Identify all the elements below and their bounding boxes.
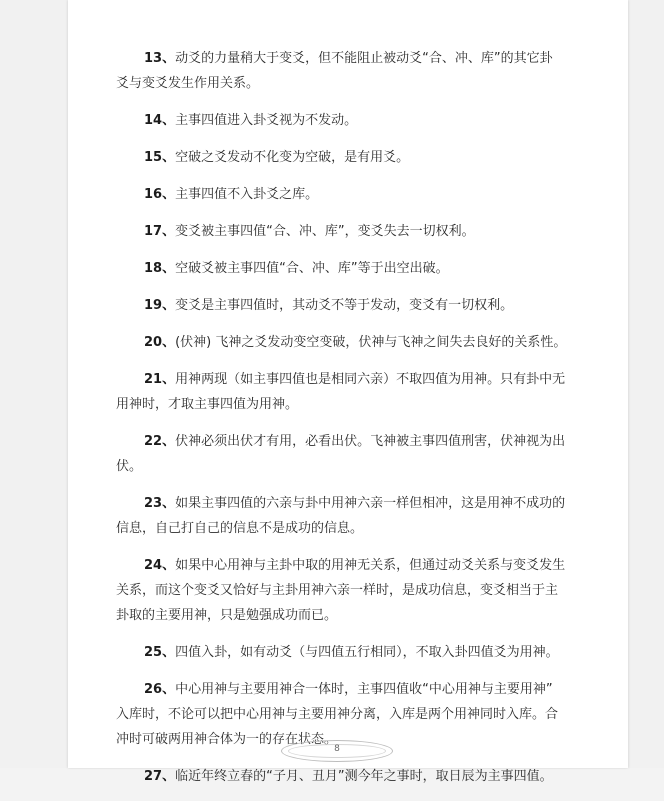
item-line: 伏。 [116, 459, 143, 474]
list-item [116, 491, 566, 541]
item-line [144, 367, 564, 392]
item-text: 如果主事四值的六亲与卦中用神六亲一样但相冲，这是用神不成功的 [175, 496, 566, 511]
item-text: 空破之爻发动不化变为空破，是有用爻。 [175, 150, 410, 165]
item-line: 冲时可破两用神合体为一的存在状态。 [116, 732, 338, 747]
item-text: (伏神) 飞神之爻发动变空变破，伏神与飞神之间失去良好的关系性。 [175, 335, 567, 350]
item-number: 26、 [144, 682, 176, 697]
document-page [68, 0, 628, 784]
item-number: 22、 [144, 434, 176, 449]
item-number: 24、 [144, 558, 176, 573]
item-number: 14、 [144, 113, 176, 128]
item-number: 19、 [144, 298, 176, 313]
item-text: 四值入卦，如有动爻（与四值五行相同），不取入卦四值爻为用神。 [175, 645, 559, 660]
list-item [144, 640, 564, 665]
list-item [144, 256, 564, 281]
item-number: 25、 [144, 645, 176, 660]
item-number: 13、 [144, 51, 176, 66]
list-item [116, 367, 566, 417]
item-number: 17、 [144, 224, 176, 239]
item-line: 入库时，不论可以把中心用神与主要用神分离，入库是两个用神同时入库。合 [116, 707, 559, 722]
page-margin-left [0, 0, 68, 768]
list-item [144, 219, 564, 244]
list-item [116, 46, 564, 96]
page-number: 8 [334, 744, 340, 754]
item-text: 空破爻被主事四值“合、冲、库”等于出空出破。 [175, 261, 449, 276]
list-item [144, 108, 564, 133]
item-line [144, 256, 564, 281]
item-line: 卦取的主要用神，只是勉强成功而已。 [116, 608, 338, 623]
item-line [144, 640, 564, 665]
item-line [144, 677, 564, 702]
list-item [144, 182, 564, 207]
item-number: 23、 [144, 496, 176, 511]
item-line [144, 108, 564, 133]
item-line [144, 553, 564, 578]
list-item [144, 293, 564, 318]
page-margin-right [628, 0, 664, 768]
item-number: 15、 [144, 150, 176, 165]
item-text: 变爻是主事四值时，其动爻不等于发动，变爻有一切权利。 [175, 298, 514, 313]
item-line: 爻与变爻发生作用关系。 [116, 76, 260, 91]
item-line: 关系，而这个变爻又恰好与主卦用神六亲一样时，是成功信息，变爻相当于主 [116, 583, 559, 598]
item-number: 18、 [144, 261, 176, 276]
item-line [144, 46, 564, 71]
item-text: 伏神必须出伏才有用，必看出伏。飞神被主事四值刑害，伏神视为出 [175, 434, 566, 449]
item-text: 用神两现（如主事四值也是相同六亲）不取四值为用神。只有卦中无 [175, 372, 566, 387]
item-text: 动爻的力量稍大于变爻，但不能阻止被动爻“合、冲、库”的其它卦 [175, 51, 553, 66]
list-item [144, 145, 564, 170]
item-line [144, 219, 564, 244]
rule-list [116, 46, 567, 801]
list-item [144, 330, 567, 355]
item-text: 主事四值不入卦爻之库。 [175, 187, 319, 202]
item-line [144, 491, 564, 516]
item-line [144, 429, 564, 454]
item-line [144, 293, 564, 318]
item-line: 信息，自己打自己的信息不是成功的信息。 [116, 521, 364, 536]
item-line [144, 145, 564, 170]
item-text: 如果中心用神与主卦中取的用神无关系，但通过动爻关系与变爻发生 [175, 558, 566, 573]
item-line [144, 182, 564, 207]
item-number: 20、 [144, 335, 176, 350]
item-text: 变爻被主事四值“合、冲、库”，变爻失去一切权利。 [175, 224, 475, 239]
item-line [144, 330, 567, 355]
item-number: 27、 [144, 769, 176, 784]
item-line: 用神时，才取主事四值为用神。 [116, 397, 299, 412]
item-text: 中心用神与主要用神合一体时，主事四值收“中心用神与主要用神” [175, 682, 553, 697]
item-text: 主事四值进入卦爻视为不发动。 [175, 113, 358, 128]
page-number-badge [281, 740, 393, 762]
list-item [116, 553, 566, 628]
item-number: 21、 [144, 372, 176, 387]
item-text: 临近年终立春的“子月、丑月”测今年之事时，取日辰为主事四值。 [175, 769, 553, 784]
list-item [116, 429, 566, 479]
item-number: 16、 [144, 187, 176, 202]
